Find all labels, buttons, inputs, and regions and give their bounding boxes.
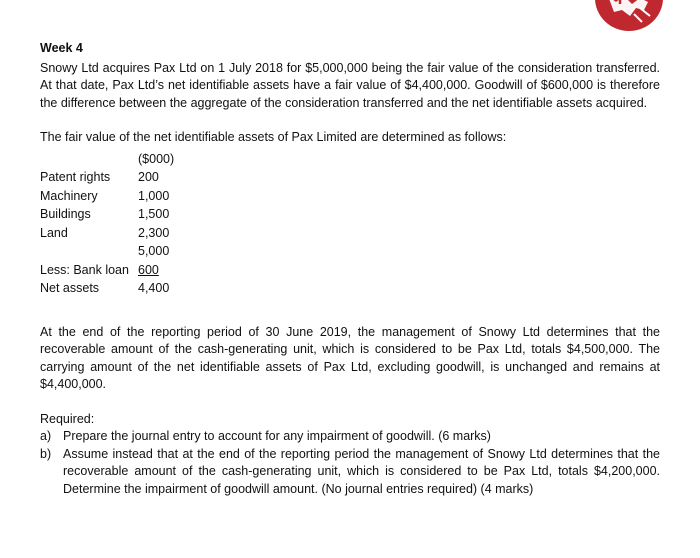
- list-marker: a): [40, 429, 52, 443]
- subtotal-value: 5,000: [138, 244, 170, 258]
- table-row: [40, 206, 174, 225]
- list-item: [40, 428, 660, 446]
- fair-value-heading: The fair value of the net identifiable assets of Pax Limited are determined as follows:: [40, 130, 507, 144]
- asset-label: Machinery: [40, 188, 98, 203]
- question-document: [40, 40, 660, 498]
- asset-value: 200: [138, 170, 159, 184]
- week-title: Week 4: [40, 41, 83, 55]
- subtotal-row: [40, 243, 174, 262]
- asset-value: 1,000: [138, 188, 170, 203]
- assets-table: [40, 151, 174, 262]
- requirement-text: Prepare the journal entry to account for any impairment of goodwill. (6 marks): [63, 429, 491, 443]
- asset-label: Buildings: [40, 207, 91, 221]
- asset-value: 2,300: [138, 225, 170, 240]
- table-row: [40, 169, 174, 188]
- liabilities-table: [40, 262, 169, 299]
- less-value: 600: [138, 262, 159, 277]
- dragon-crest-icon: [594, 0, 664, 32]
- table-row: [40, 280, 169, 299]
- list-item: [40, 446, 660, 499]
- asset-value: 1,500: [138, 207, 170, 221]
- impairment-paragraph: At the end of the reporting period of 30 June 2019, the management of Snowy Ltd determines that the recoverable amount of the cash-generating unit, which is considered to be Pax Ltd, totals $4,500,000. The carrying amount of the net identifiable assets of Pax Ltd, excluding goodwill, is unchanged and remains at $4,400,000.: [40, 324, 660, 391]
- list-marker: b): [40, 446, 52, 461]
- less-label: Less: Bank loan: [40, 262, 129, 277]
- required-label: Required:: [40, 411, 95, 426]
- asset-label: Land: [40, 225, 68, 240]
- unit-label: ($000): [138, 151, 175, 166]
- table-row: [40, 262, 169, 281]
- asset-label: Patent rights: [40, 170, 111, 184]
- intro-paragraph: Snowy Ltd acquires Pax Ltd on 1 July 2018 for $5,000,000 being the fair value of the consideration transferred. At that date, Pax Ltd’s net identifiable assets have a fair value of $4,400,000. Goodwill of $600,000 is therefore the difference between the aggregate of the consideration transferred and the net identifiable assets acquired.: [40, 60, 660, 110]
- table-row: [40, 188, 174, 207]
- net-assets-label: Net assets: [40, 281, 100, 295]
- university-crest-logo: [594, 0, 664, 32]
- table-row: [40, 225, 174, 244]
- requirement-text: Assume instead that at the end of the reporting period the management of Snowy Ltd determines that the recoverable amount of the cash-generating unit, which is considered to be Pax Ltd, totals $4,200,000. Determine the impairment of goodwill amount. (No journal entries required) (4 marks): [63, 446, 660, 496]
- net-assets-value: 4,400: [138, 281, 170, 295]
